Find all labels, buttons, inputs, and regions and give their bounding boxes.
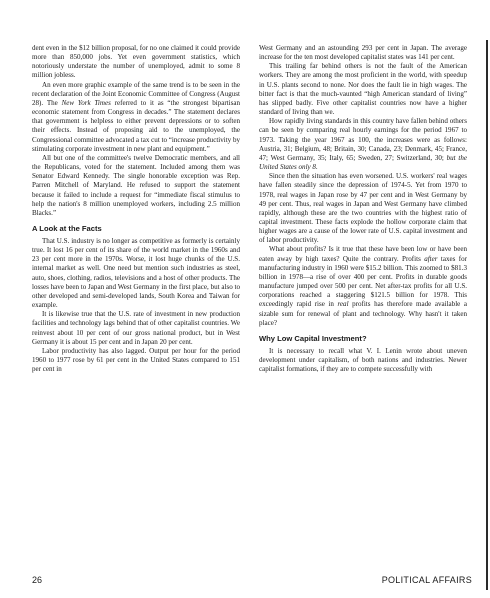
section-heading: A Look at the Facts: [32, 223, 102, 233]
text-run: How rapidly living standards in this country have fallen behind others can be seen by comparing real hourly earnings for the period 1967 to 1973. Taking the year 1967 as 100, the increases were as follows: Austria, 31; Belgium, 48; Britain, 30; Canada, 23; Denmark, 45; France, 47; West Germany, 35; Italy, 65; Sweden, 27; Switzerland, 30;: [259, 117, 467, 162]
paragraph: dent even in the $12 billion proposal, for no one claimed it could provide more than 850,000 jobs. Yet even government statistics, which notoriously understate the number of unemployed, admit to some 8 million jobless.: [32, 44, 240, 80]
paragraph: All but one of the committee's twelve Democratic members, and all the Republicans, voted for the statement. Included among them was Senator Edward Kennedy. The single honorable exception was Rep. Parren Mitchell of Maryland. He refused to support the statement because it failed to include a request for “immediate fiscal stimulus to help the nation's 8 million unemployed workers, including 2.5 million Blacks.”: [32, 153, 240, 217]
paragraph: [32, 81, 240, 154]
emphasis-text: after: [424, 254, 438, 263]
section-heading: Why Low Capital Investment?: [259, 333, 367, 343]
paragraph: Labor productivity has also lagged. Output per hour for the period 1960 to 1977 rose by 61 per cent in the United States compared to 151 per cent in: [32, 346, 240, 374]
paragraph: [259, 117, 467, 172]
page-edge-divider: [486, 40, 488, 590]
paragraph: This trailing far behind others is not the fault of the American workers. They are among the most proficient in the world, with speedup in U.S. plants second to none. Nor does the fault lie in high wages. The bitter fact is that the much-vaunted “high American standard of living” has slipped badly. Five other capitalist countries now have a higher standard of living than we.: [259, 62, 467, 117]
text-run: taxes for manufacturing industry in 1960 were $15.2 billion. This zoomed to $81.3 billion in 1978—a rise of over 400 per cent. Profits in durable goods manufacture jumped over 500 per cent. Net after-tax profits for all U.S. corporations reached a staggering $121.5 billion for 1978. This exceedingly rapid rise in: [259, 254, 467, 309]
page-number: 26: [32, 575, 43, 585]
publication-name: New York Times: [61, 98, 111, 107]
paragraph: It is likewise true that the U.S. rate of investment in new production facilities and technology lags behind that of other capitalist countries. We reinvest about 10 per cent of our gross national product, but in West Germany it is about 15 per cent and in Japan 20 per cent.: [32, 310, 240, 346]
text-run: referred to it as “the strongest bipartisan economic statement from Congress in decades.” The statement declares that government is helpless to either prevent depressions or to soften their effects. Instead of proposing aid to the unemployed, the Congressional committee advocated a tax cut to “increase productivity by stimulating corporate investment in new plant and equipment.”: [32, 98, 241, 153]
paragraph: Since then the situation has even worsened. U.S. workers' real wages have fallen steadily since the depression of 1974-5. Yet from 1970 to 1978, real wages in Japan rose by 47 per cent and in West Germany by 49 per cent. Thus, real wages in Japan and West Germany have climbed rapidly, although these are the two countries with the highest ratio of capital investment. These facts explode the hollow corporate claim that higher wages are a cause of the lower rate of U.S. capital investment and of labor productivity.: [259, 172, 467, 245]
paragraph: [259, 245, 467, 327]
paragraph: It is necessary to recall what V. I. Lenin wrote about uneven development under capitalism, of both nations and industries. Newer capitalist formations, if they are to compete successfully with: [259, 346, 467, 374]
left-column: [32, 44, 240, 374]
text-run: profits has therefore made available a sizable sum for renewal of plant and technology. Why hasn't it taken place?: [259, 300, 467, 327]
paragraph: That U.S. industry is no longer as competitive as formerly is certainly true. It lost 16 per cent of its share of the world market in the 1960s and 23 per cent more in the 1970s. Worse, it lost huge chunks of the U.S. internal market as well. One need but mention such industries as steel, auto, shoes, clothing, radios, televisions and a host of other products. The losses have been to Japan and West Germany in the first place, but also to other developed and semi-developed lands, South Korea and Taiwan for example.: [32, 236, 240, 310]
publication-title: POLITICAL AFFAIRS: [381, 575, 472, 585]
paragraph: West Germany and an astounding 293 per cent in Japan. The average increase for the ten most developed capitalist states was 141 per cent.: [259, 44, 467, 62]
emphasis-text: but the United States only 8.: [259, 153, 467, 172]
text-run: An even more graphic example of the same trend is to be seen in the recent declaration of the Joint Economic Committee of Congress (August 28). The: [32, 80, 240, 107]
text-run: What about profits? Is it true that these have been low or have been eaten away by high taxes? Quite the contrary. Profits: [259, 245, 467, 263]
right-column: [259, 44, 467, 374]
emphasis-text: real: [337, 300, 349, 309]
page-footer: [32, 574, 472, 586]
